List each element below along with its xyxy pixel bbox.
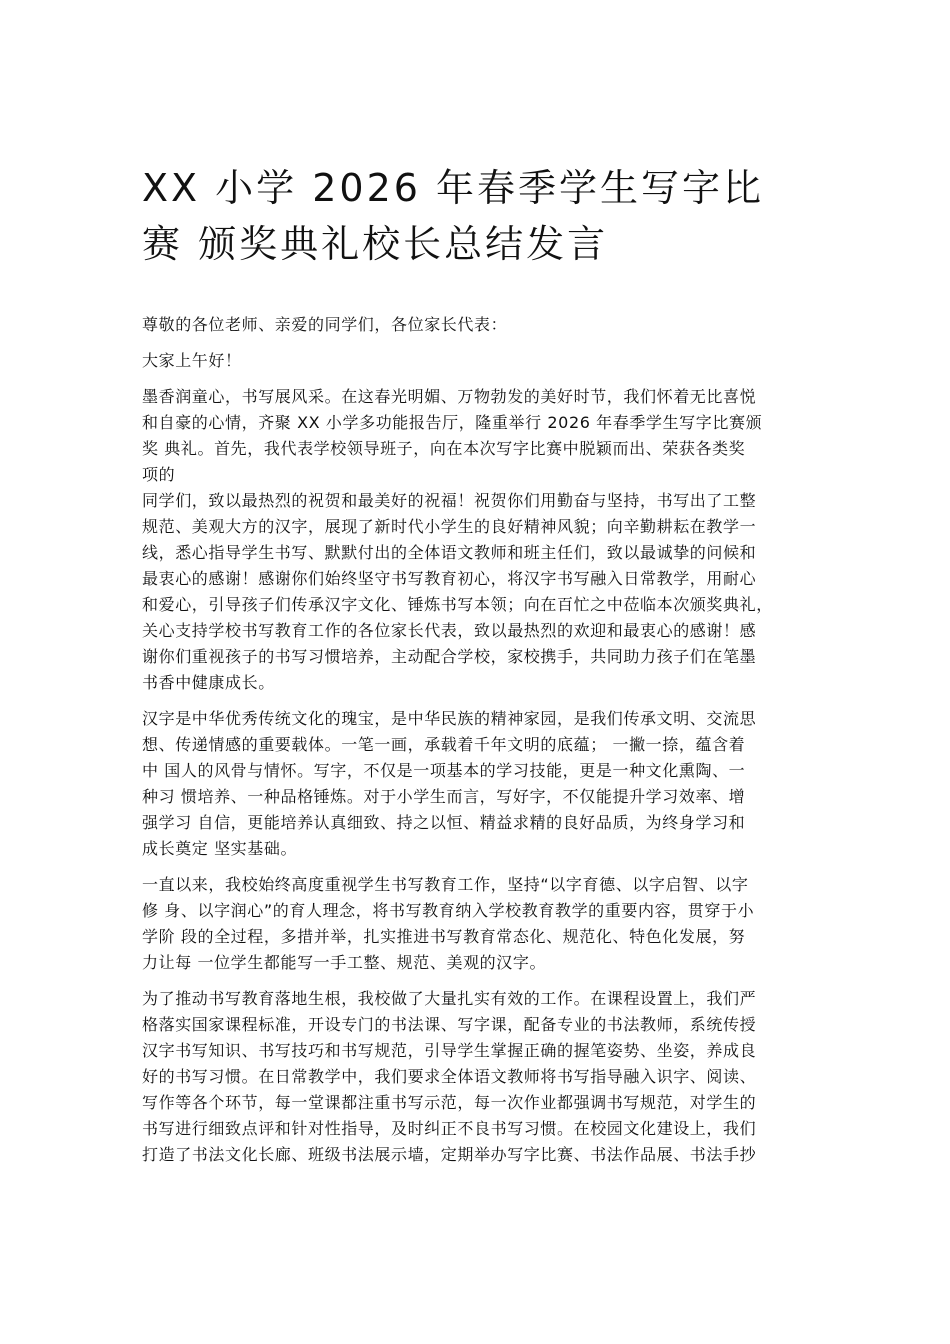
text-line: 规范、美观大方的汉字，展现了新时代小学生的良好精神风貌；向辛勤耕耘在教学一	[142, 517, 757, 536]
title-line: 赛 颁奖典礼校长总结发言	[142, 222, 609, 266]
text-line: 想、传递情感的重要载体。一笔一画，承载着千年文明的底蕴； 一撇一捺，蕴含着	[142, 735, 746, 754]
text-line: 奖 典礼。首先，我代表学校领导班子，向在本次写字比赛中脱颖而出、荣获各类奖	[142, 439, 746, 458]
text-line: 成长奠定 坚实基础。	[142, 839, 298, 858]
text-line: 和爱心，引导孩子们传承汉字文化、锤炼书写本领；向在百忙之中莅临本次颁奖典礼，	[142, 595, 773, 614]
document-title	[142, 160, 822, 272]
text-line: 打造了书法文化长廊、班级书法展示墙，定期举办写字比赛、书法作品展、书法手抄	[142, 1145, 757, 1164]
text-line: 墨香润童心，书写展风采。在这春光明媚、万物勃发的美好时节，我们怀着无比喜悦	[142, 387, 757, 406]
title-line: XX 小学 2026 年春季学生写字比	[142, 166, 765, 210]
text-line: 格落实国家课程标准，开设专门的书法课、写字课，配备专业的书法教师，系统传授	[142, 1015, 757, 1034]
greeting-paragraph	[142, 348, 822, 374]
text-line: 尊敬的各位老师、亲爱的同学们，各位家长代表：	[142, 315, 508, 334]
culture-paragraph	[142, 706, 822, 862]
text-line: 和自豪的心情，齐聚 XX 小学多功能报告厅，隆重举行 2026 年春季学生写字比赛颁	[142, 413, 763, 432]
text-line: 强学习 自信，更能培养认真细致、持之以恒、精益求精的良好品质，为终身学习和	[142, 813, 746, 832]
text-line: 好的书写习惯。在日常教学中，我们要求全体语文教师将书写指导融入识字、阅读、	[142, 1067, 757, 1086]
text-line: 修 身、以字润心”的育人理念，将书写教育纳入学校教育教学的重要内容，贯穿于小	[142, 901, 755, 920]
opening-paragraph	[142, 384, 822, 696]
text-line: 写作等各个环节，每一堂课都注重书写示范，每一次作业都强调书写规范，对学生的	[142, 1093, 757, 1112]
text-line: 大家上午好！	[142, 351, 242, 370]
text-line: 汉字书写知识、书写技巧和书写规范，引导学生掌握正确的握笔姿势、坐姿，养成良	[142, 1041, 757, 1060]
text-line: 同学们，致以最热烈的祝贺和最美好的祝福！祝贺你们用勤奋与坚持，书写出了工整	[142, 491, 757, 510]
text-line: 项的	[142, 465, 176, 484]
text-line: 为了推动书写教育落地生根，我校做了大量扎实有效的工作。在课程设置上，我们严	[142, 989, 757, 1008]
measures-paragraph	[142, 986, 822, 1168]
text-line: 一直以来，我校始终高度重视学生书写教育工作，坚持“以字育德、以字启智、以字	[142, 875, 749, 894]
philosophy-paragraph	[142, 872, 822, 976]
text-line: 力让每 一位学生都能写一手工整、规范、美观的汉字。	[142, 953, 547, 972]
text-line: 书写进行细致点评和针对性指导，及时纠正不良书写习惯。在校园文化建设上，我们	[142, 1119, 757, 1138]
text-line: 学阶 段的全过程，多措并举，扎实推进书写教育常态化、规范化、特色化发展，努	[142, 927, 746, 946]
document-body	[142, 312, 822, 1168]
text-line: 书香中健康成长。	[142, 673, 275, 692]
text-line: 最衷心的感谢！感谢你们始终坚守书写教育初心，将汉字书写融入日常教学，用耐心	[142, 569, 757, 588]
text-line: 种习 惯培养、一种品格锤炼。对于小学生而言，写好字，不仅能提升学习效率、增	[142, 787, 746, 806]
text-line: 线，悉心指导学生书写、默默付出的全体语文教师和班主任们，致以最诚挚的问候和	[142, 543, 757, 562]
salutation-paragraph	[142, 312, 822, 338]
text-line: 汉字是中华优秀传统文化的瑰宝，是中华民族的精神家园，是我们传承文明、交流思	[142, 709, 757, 728]
text-line: 谢你们重视孩子的书写习惯培养，主动配合学校，家校携手，共同助力孩子们在笔墨	[142, 647, 757, 666]
text-line: 关心支持学校书写教育工作的各位家长代表，致以最热烈的欢迎和最衷心的感谢！感	[142, 621, 757, 640]
text-line: 中 国人的风骨与情怀。写字，不仅是一项基本的学习技能，更是一种文化熏陶、一	[142, 761, 746, 780]
